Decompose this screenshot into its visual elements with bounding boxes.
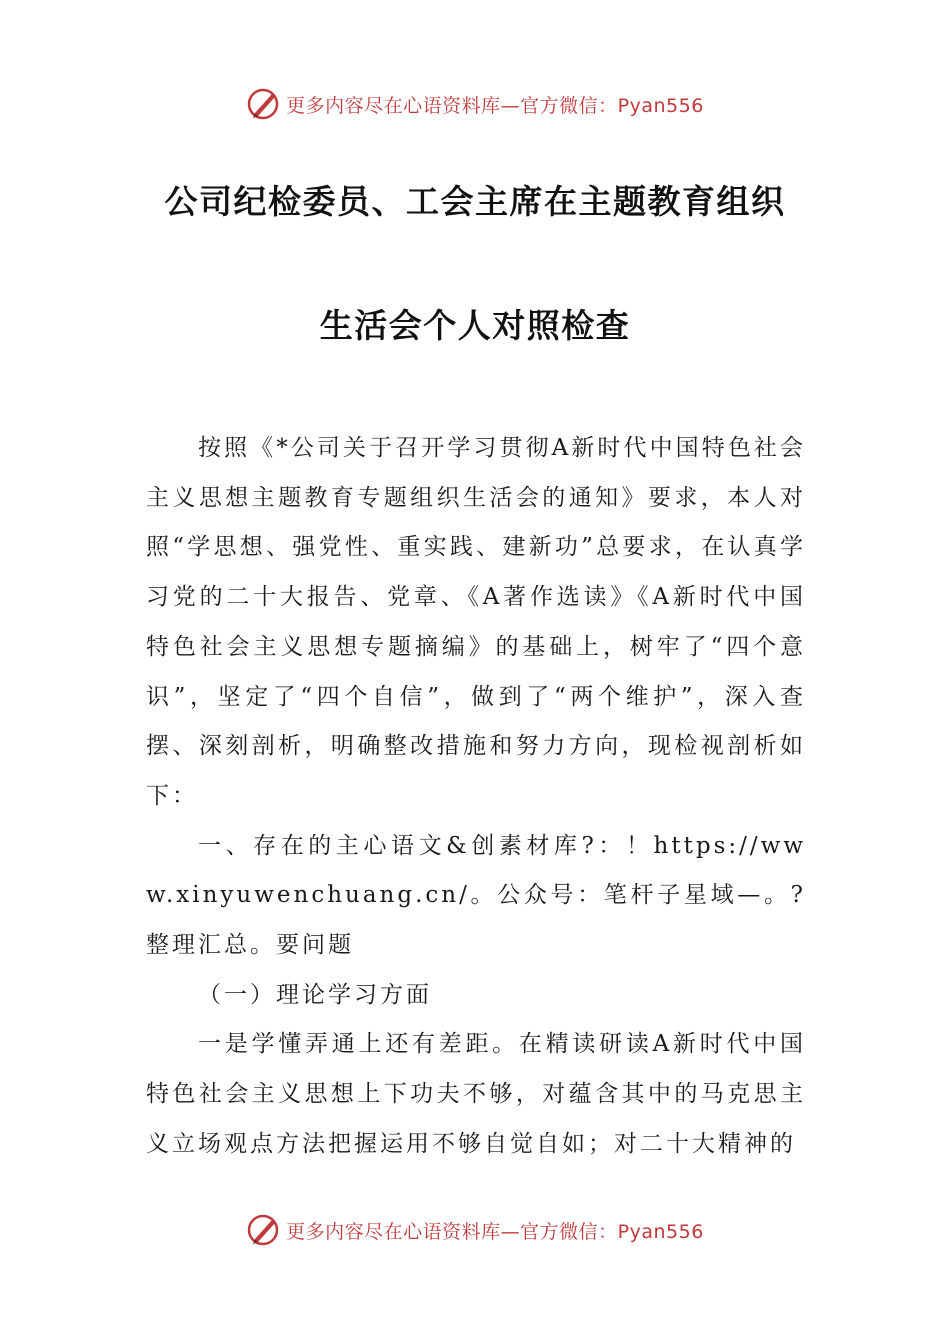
watermark-text: 更多内容尽在心语资料库—官方微信：Pyan556 [286,94,704,117]
footer-watermark [0,1210,950,1250]
pen-logo-icon [246,86,282,122]
pen-logo-icon [246,1212,282,1248]
paragraph-intro: 按照《*公司关于召开学习贯彻A新时代中国特色社会主义思想主题教育专题组织生活会的通知》要求，本人对照“学思想、强党性、重实践、建新功”总要求，在认真学习党的二十大报告、党章、《A著作选读》《A新时代中国特色社会主义思想专题摘编》的基础上，树牢了“四个意识”，坚定了“四个自信”，做到了“两个维护”，深入查摆、深刻剖析，明确整改措施和努力方向，现检视剖析如下： [146,435,806,809]
header-watermark [0,84,950,124]
paragraph-point-1: 一是学懂弄通上还有差距。在精读研读A新时代中国特色社会主义思想上下功夫不够，对蕴含其中的马克思主义立场观点方法把握运用不够自觉自如；对二十大精神的 [146,1031,806,1157]
watermark-text: 更多内容尽在心语资料库—官方微信：Pyan556 [286,1220,704,1243]
doc-title-line-2: 生活会个人对照检查 [319,306,631,345]
doc-body [146,424,806,1170]
doc-title-line-1: 公司纪检委员、工会主席在主题教育组织 [164,182,786,221]
section-heading-1: 一、存在的主心语文&创素材库?：！https://www.xinyuwenchuang.cn/。公众号：笔杆子星域—。?整理汇总。要问题 [146,832,806,959]
subsection-heading-1: （一）理论学习方面 [198,981,432,1008]
